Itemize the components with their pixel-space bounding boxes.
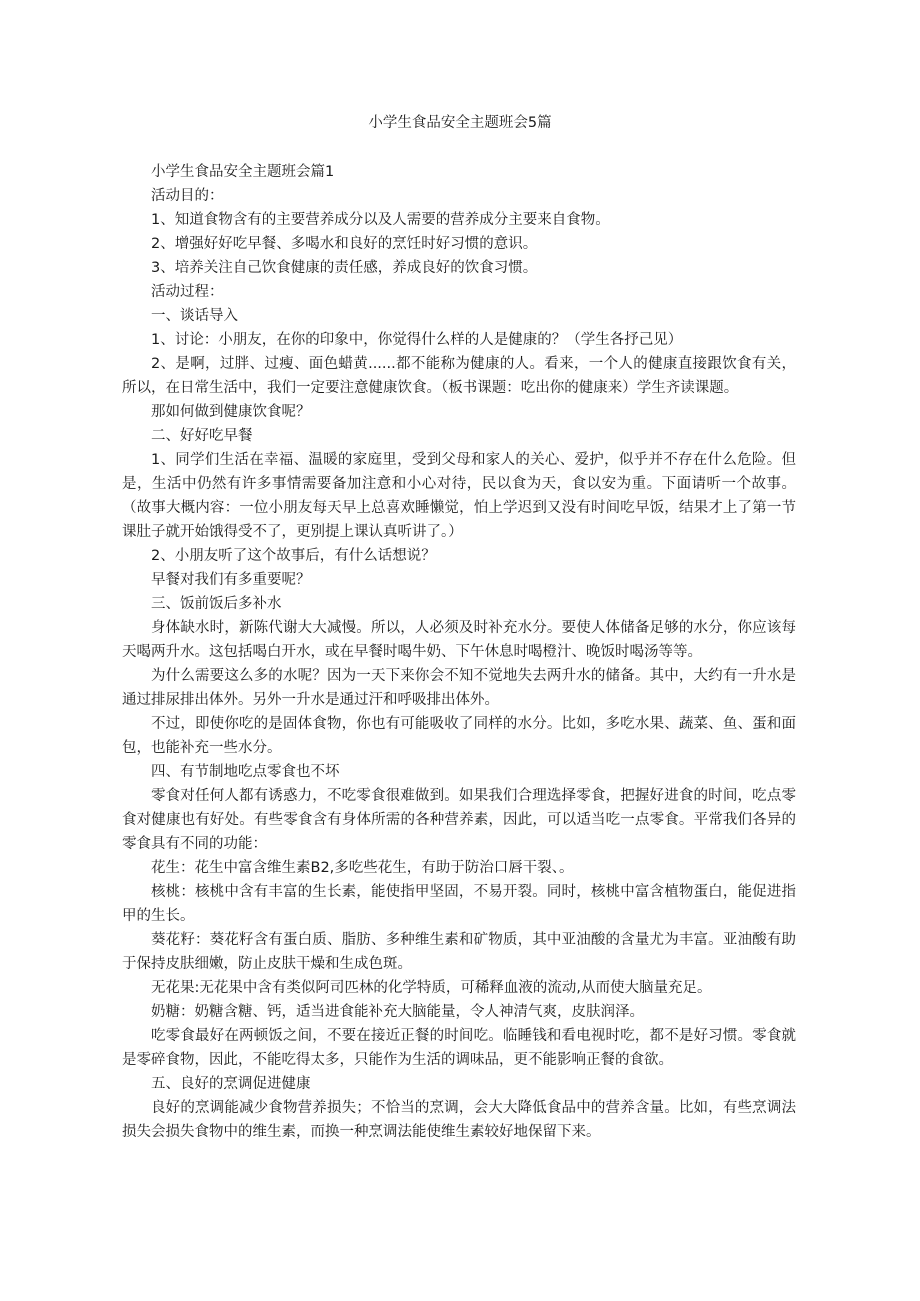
paragraph: 奶糖：奶糖含糖、钙，适当进食能补充大脑能量，令人神清气爽，皮肤润泽。 — [151, 1004, 644, 1020]
section-heading: 一、谈话导入 — [151, 308, 238, 324]
paragraph: 2、增强好好吃早餐、多喝水和良好的烹饪时好习惯的意识。 — [151, 236, 538, 252]
paragraph: 良好的烹调能减少食物营养损失；不恰当的烹调，会大大降低食品中的营养含量。比如，有些烹调法损失会损失食物中的维生素，而换一种烹调法能使维生素较好地保留下来。 — [122, 1100, 796, 1140]
paragraph: 小学生食品安全主题班会篇1 — [151, 164, 335, 180]
paragraph: 1、讨论：小朋友，在你的印象中，你觉得什么样的人是健康的？（学生各抒己见） — [151, 332, 683, 348]
paragraph: 3、培养关注自己饮食健康的责任感，养成良好的饮食习惯。 — [151, 260, 538, 276]
section-heading: 二、好好吃早餐 — [151, 428, 253, 444]
paragraph: 活动目的： — [151, 188, 224, 204]
paragraph: 身体缺水时，新陈代谢大大减慢。所以，人必须及时补充水分。要使人体储备足够的水分，你应该每天喝两升水。这包括喝白开水，或在早餐时喝牛奶、下午休息时喝橙汁、晚饭时喝汤等等。 — [122, 620, 796, 660]
paragraph: 活动过程： — [151, 284, 224, 300]
document-title: 小学生食品安全主题班会5篇 — [368, 115, 552, 131]
document-body — [122, 160, 796, 1144]
paragraph: 1、知道食物含有的主要营养成分以及人需要的营养成分主要来自食物。 — [151, 212, 610, 228]
paragraph: 为什么需要这么多的水呢？因为一天下来你会不知不觉地失去两升水的储备。其中，大约有一升水是通过排尿排出体外。另外一升水是通过汗和呼吸排出体外。 — [122, 668, 796, 708]
section-heading: 四、有节制地吃点零食也不坏 — [151, 764, 340, 780]
paragraph: 核桃：核桃中含有丰富的生长素，能使指甲坚固，不易开裂。同时，核桃中富含植物蛋白，能促进指甲的生长。 — [122, 884, 796, 924]
paragraph: 无花果:无花果中含有类似阿司匹林的化学特质，可稀释血液的流动,从而使大脑量充足。 — [151, 980, 712, 996]
section-heading: 五、良好的烹调促进健康 — [151, 1076, 311, 1092]
paragraph: 吃零食最好在两顿饭之间，不要在接近正餐的时间吃。临睡钱和看电视时吃，都不是好习惯。零食就是零碎食物，因此，不能吃得太多，只能作为生活的调味品，更不能影响正餐的食欲。 — [122, 1028, 796, 1068]
paragraph: 零食对任何人都有诱惑力，不吃零食很难做到。如果我们合理选择零食，把握好进食的时间，吃点零食对健康也有好处。有些零食含有身体所需的各种营养素，因此，可以适当吃一点零食。平常我们各异的零食具有不同的功能： — [122, 788, 796, 852]
paragraph: 花生：花生中富含维生素B2,多吃些花生，有助于防治口唇干裂、。 — [151, 860, 574, 876]
paragraph: 不过，即使你吃的是固体食物，你也有可能吸收了同样的水分。比如，多吃水果、蔬菜、鱼、蛋和面包，也能补充一些水分。 — [122, 716, 796, 756]
paragraph: 2、小朋友听了这个故事后，有什么话想说？ — [151, 548, 436, 564]
section-heading: 三、饭前饭后多补水 — [151, 596, 282, 612]
paragraph: 早餐对我们有多重要呢？ — [151, 572, 311, 588]
paragraph: 2、是啊，过胖、过瘦、面色蜡黄......都不能称为健康的人。看来，一个人的健康直接跟饮食有关，所以，在日常生活中，我们一定要注意健康饮食。（板书课题：吃出你的健康来）学生齐读课题。 — [122, 356, 796, 396]
paragraph: 葵花籽：葵花籽含有蛋白质、脂肪、多种维生素和矿物质，其中亚油酸的含量尤为丰富。亚油酸有助于保持皮肤细嫩，防止皮肤干燥和生成色斑。 — [122, 932, 796, 972]
paragraph: 那如何做到健康饮食呢？ — [151, 404, 311, 420]
paragraph: 1、同学们生活在幸福、温暖的家庭里，受到父母和家人的关心、爱护，似乎并不存在什么危险。但是，生活中仍然有许多事情需要备加注意和小心对待，民以食为天，食以安为重。下面请听一个故事。（故事大概内容：一位小朋友每天早上总喜欢睡懒觉，怕上学迟到又没有时间吃早饭，结果才上了第一节课肚子就开始饿得受不了，更别提上课认真听讲了。） — [122, 452, 796, 540]
